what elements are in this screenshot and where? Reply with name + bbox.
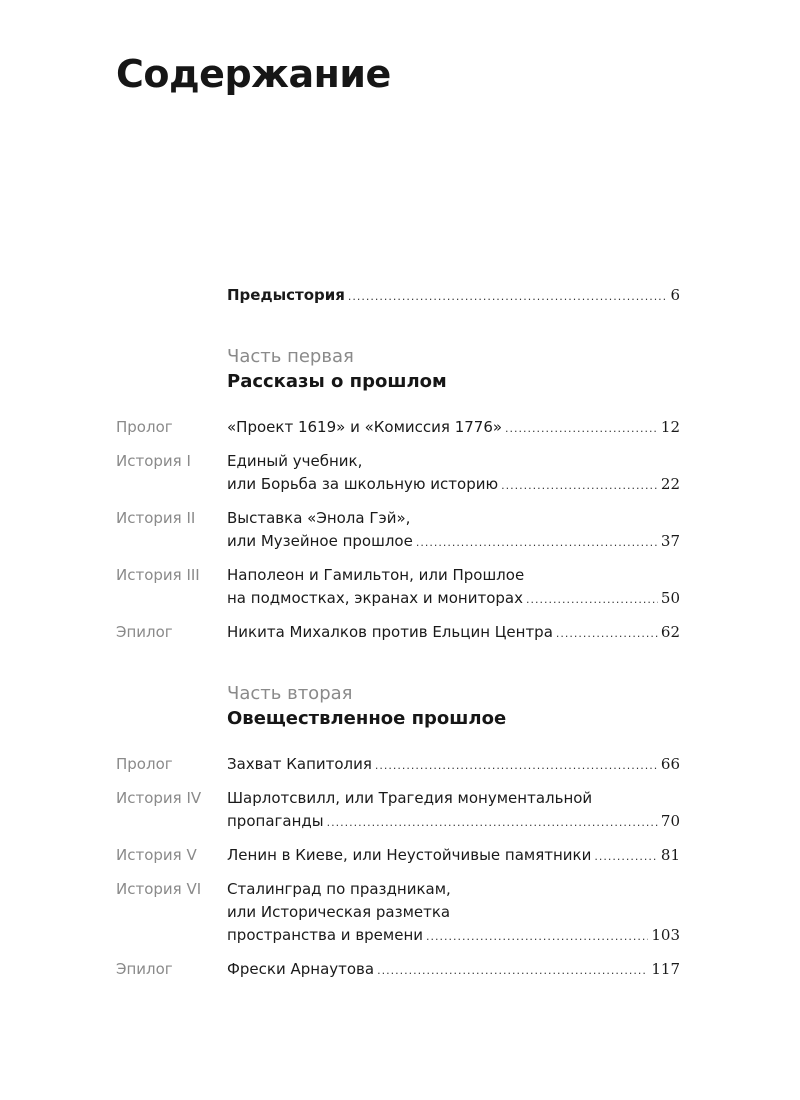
page-number: 70 xyxy=(660,812,680,830)
entry-title: Фрески Арнаутова xyxy=(227,960,375,978)
dot-leader xyxy=(501,474,658,497)
dot-leader xyxy=(594,845,658,868)
entry-label: История I xyxy=(116,452,191,470)
dot-leader xyxy=(348,285,668,308)
dot-leader xyxy=(526,588,658,611)
dot-leader xyxy=(426,925,648,948)
toc-entry[interactable] xyxy=(0,958,800,982)
page-number: 12 xyxy=(660,418,680,436)
entry-title: Никита Михалков против Ельцин Центра xyxy=(227,623,553,641)
entry-title-line: пропаганды xyxy=(227,812,324,830)
entry-title: Захват Капитолия xyxy=(227,755,372,773)
entry-title-line: на подмостках, экранах и мониторах xyxy=(227,589,523,607)
page-number: 6 xyxy=(670,286,680,304)
entry-label: Пролог xyxy=(116,418,173,436)
toc-entry[interactable] xyxy=(0,621,800,645)
toc-entry-preface[interactable] xyxy=(0,284,800,308)
entry-label: Пролог xyxy=(116,755,173,773)
part-one-heading xyxy=(227,345,800,395)
entry-title: Ленин в Киеве, или Неустойчивые памятники xyxy=(227,846,592,864)
page-title: Содержание xyxy=(116,52,391,96)
entry-title-line: Единый учебник, xyxy=(227,452,363,470)
entry-label: История V xyxy=(116,846,197,864)
entry-title-line: пространства и времени xyxy=(227,926,424,944)
part-number: Часть вторая xyxy=(227,683,353,704)
entry-title-line: Наполеон и Гамильтон, или Прошлое xyxy=(227,566,525,584)
entry-title-line: или Музейное прошлое xyxy=(227,532,413,550)
entry-title-line: Шарлотсвилл, или Трагедия монументальной xyxy=(227,789,593,807)
toc-entry[interactable] xyxy=(0,507,800,554)
toc-entry[interactable] xyxy=(0,787,800,834)
page-number: 66 xyxy=(660,755,680,773)
entry-label: История III xyxy=(116,566,200,584)
dot-leader xyxy=(327,811,658,834)
part-number: Часть первая xyxy=(227,346,354,367)
dot-leader xyxy=(505,417,658,440)
dot-leader xyxy=(375,754,658,777)
entry-label: История II xyxy=(116,509,196,527)
toc-entry[interactable] xyxy=(0,416,800,440)
part-title: Рассказы о прошлом xyxy=(227,371,447,392)
entry-title: Предыстория xyxy=(227,286,345,304)
page-number: 103 xyxy=(651,926,680,944)
dot-leader xyxy=(556,622,658,645)
page-number: 62 xyxy=(660,623,680,641)
part-title: Овеществленное прошлое xyxy=(227,708,507,729)
page-number: 81 xyxy=(660,846,680,864)
entry-label: История IV xyxy=(116,789,202,807)
toc-entry[interactable] xyxy=(0,450,800,497)
entry-label: Эпилог xyxy=(116,623,173,641)
table-of-contents xyxy=(0,284,800,982)
toc-entry[interactable] xyxy=(0,753,800,777)
part-two-heading xyxy=(227,682,800,732)
page-number: 117 xyxy=(651,960,680,978)
toc-entry[interactable] xyxy=(0,564,800,611)
entry-label: История VI xyxy=(116,880,202,898)
entry-title-line: или Историческая разметка xyxy=(227,903,451,921)
entry-title-line: Сталинград по праздникам, xyxy=(227,880,451,898)
dot-leader xyxy=(377,959,648,982)
entry-title-line: Выставка «Энола Гэй», xyxy=(227,509,411,527)
page-number: 22 xyxy=(660,475,680,493)
toc-entry[interactable] xyxy=(0,878,800,948)
toc-entry[interactable] xyxy=(0,844,800,868)
entry-label: Эпилог xyxy=(116,960,173,978)
page-number: 50 xyxy=(660,589,680,607)
page-number: 37 xyxy=(660,532,680,550)
entry-title: «Проект 1619» и «Комиссия 1776» xyxy=(227,418,503,436)
entry-title-line: или Борьба за школьную историю xyxy=(227,475,499,493)
dot-leader xyxy=(416,531,658,554)
